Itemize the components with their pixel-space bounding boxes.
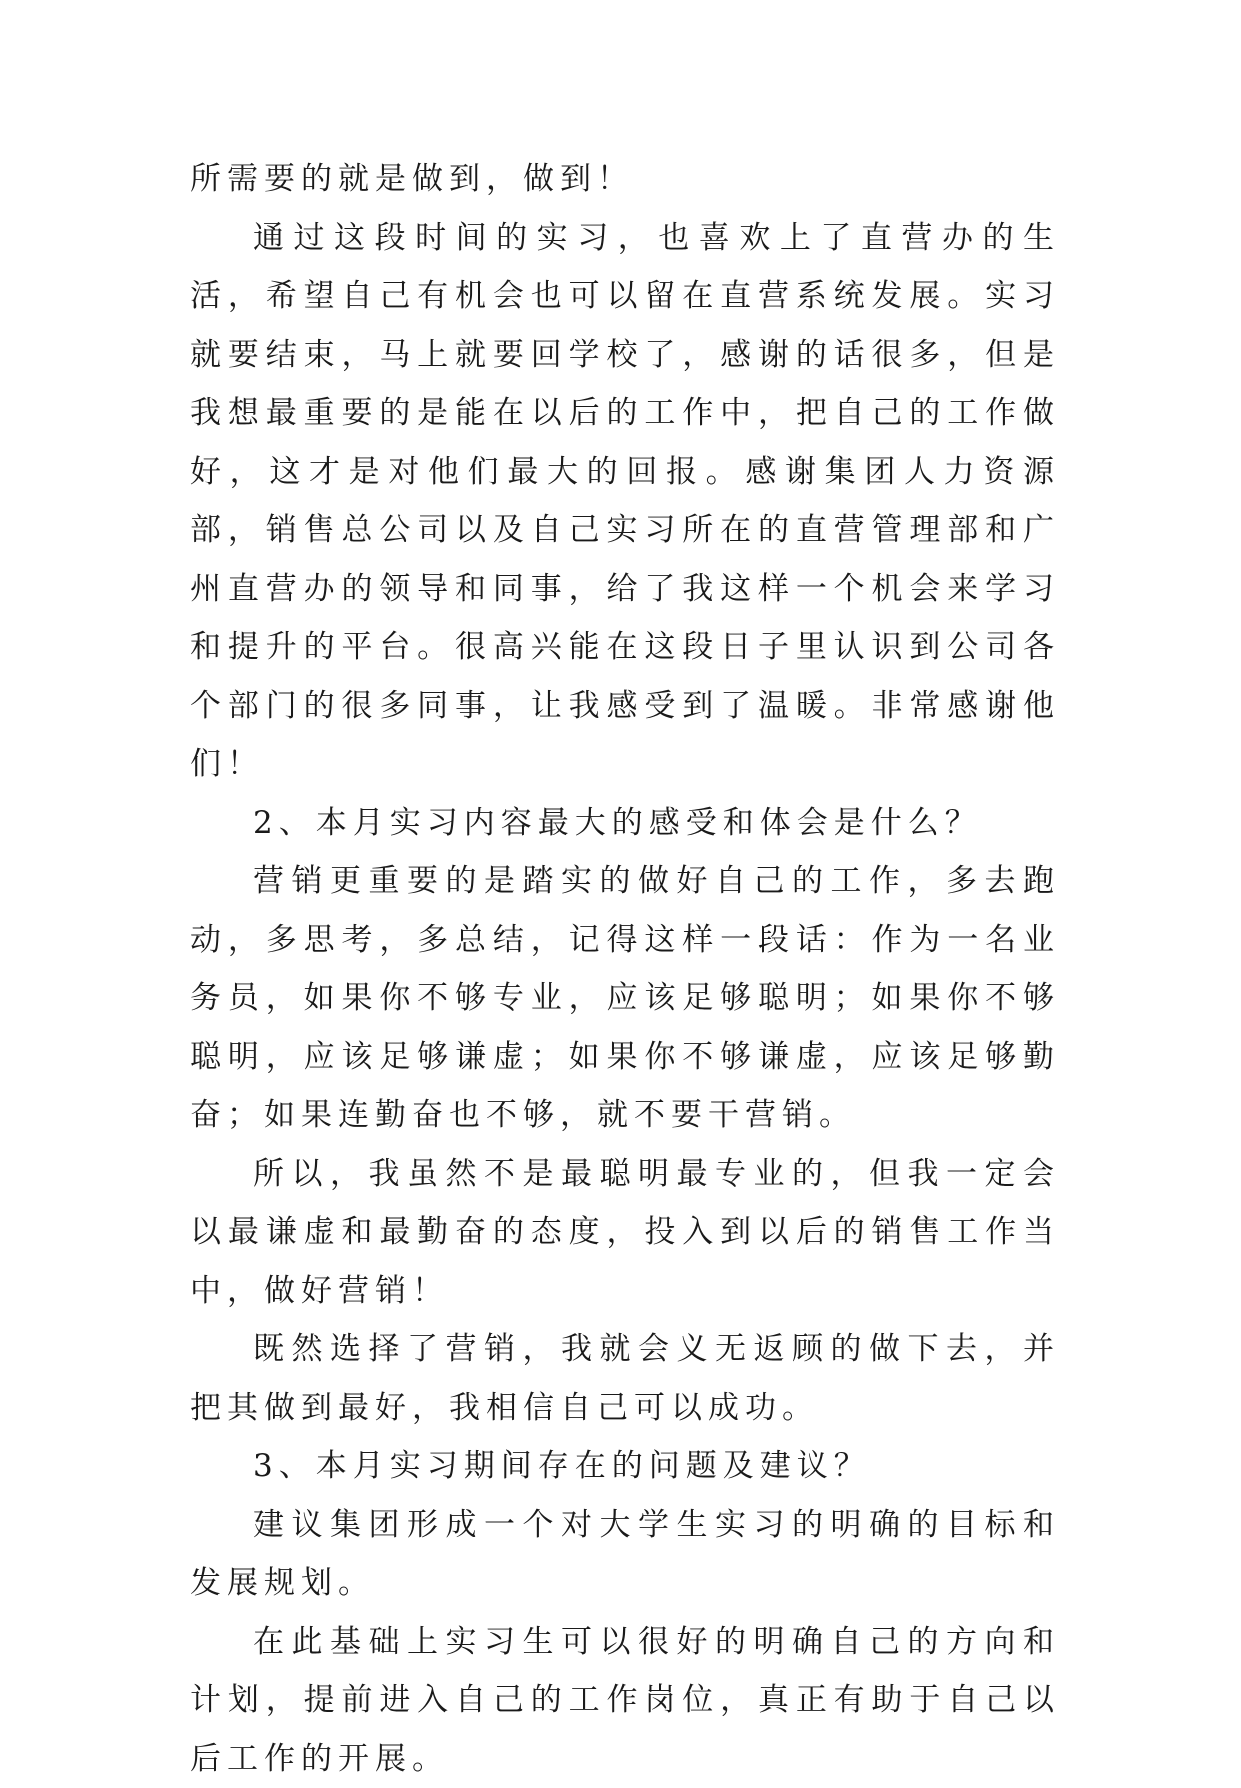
- paragraph-1: 所需要的就是做到，做到！: [190, 150, 1060, 209]
- paragraph-7: 在此基础上实习生可以很好的明确自己的方向和计划，提前进入自己的工作岗位，真正有助于自己以后工作的开展。: [190, 1613, 1060, 1788]
- paragraph-3: 营销更重要的是踏实的做好自己的工作，多去跑动，多思考，多总结，记得这样一段话：作为一名业务员，如果你不够专业，应该足够聪明；如果你不够聪明，应该足够谦虚；如果你不够谦虚，应该足够勤奋；如果连勤奋也不够，就不要干营销。: [190, 852, 1060, 1145]
- paragraph-4: 所以，我虽然不是最聪明最专业的，但我一定会以最谦虚和最勤奋的态度，投入到以后的销售工作当中，做好营销！: [190, 1145, 1060, 1321]
- paragraph-2: 通过这段时间的实习，也喜欢上了直营办的生活，希望自己有机会也可以留在直营系统发展。实习就要结束，马上就要回学校了，感谢的话很多，但是我想最重要的是能在以后的工作中，把自己的工作做好，这才是对他们最大的回报。感谢集团人力资源部，销售总公司以及自己实习所在的直营管理部和广州直营办的领导和同事，给了我这样一个机会来学习和提升的平台。很高兴能在这段日子里认识到公司各个部门的很多同事，让我感受到了温暖。非常感谢他们！: [190, 209, 1060, 794]
- document-body: [190, 150, 1060, 1788]
- paragraph-6: 建议集团形成一个对大学生实习的明确的目标和发展规划。: [190, 1496, 1060, 1613]
- question-2-heading: 2、本月实习内容最大的感受和体会是什么？: [190, 794, 1060, 853]
- question-3-heading: 3、本月实习期间存在的问题及建议？: [190, 1437, 1060, 1496]
- paragraph-5: 既然选择了营销，我就会义无返顾的做下去，并把其做到最好，我相信自己可以成功。: [190, 1320, 1060, 1437]
